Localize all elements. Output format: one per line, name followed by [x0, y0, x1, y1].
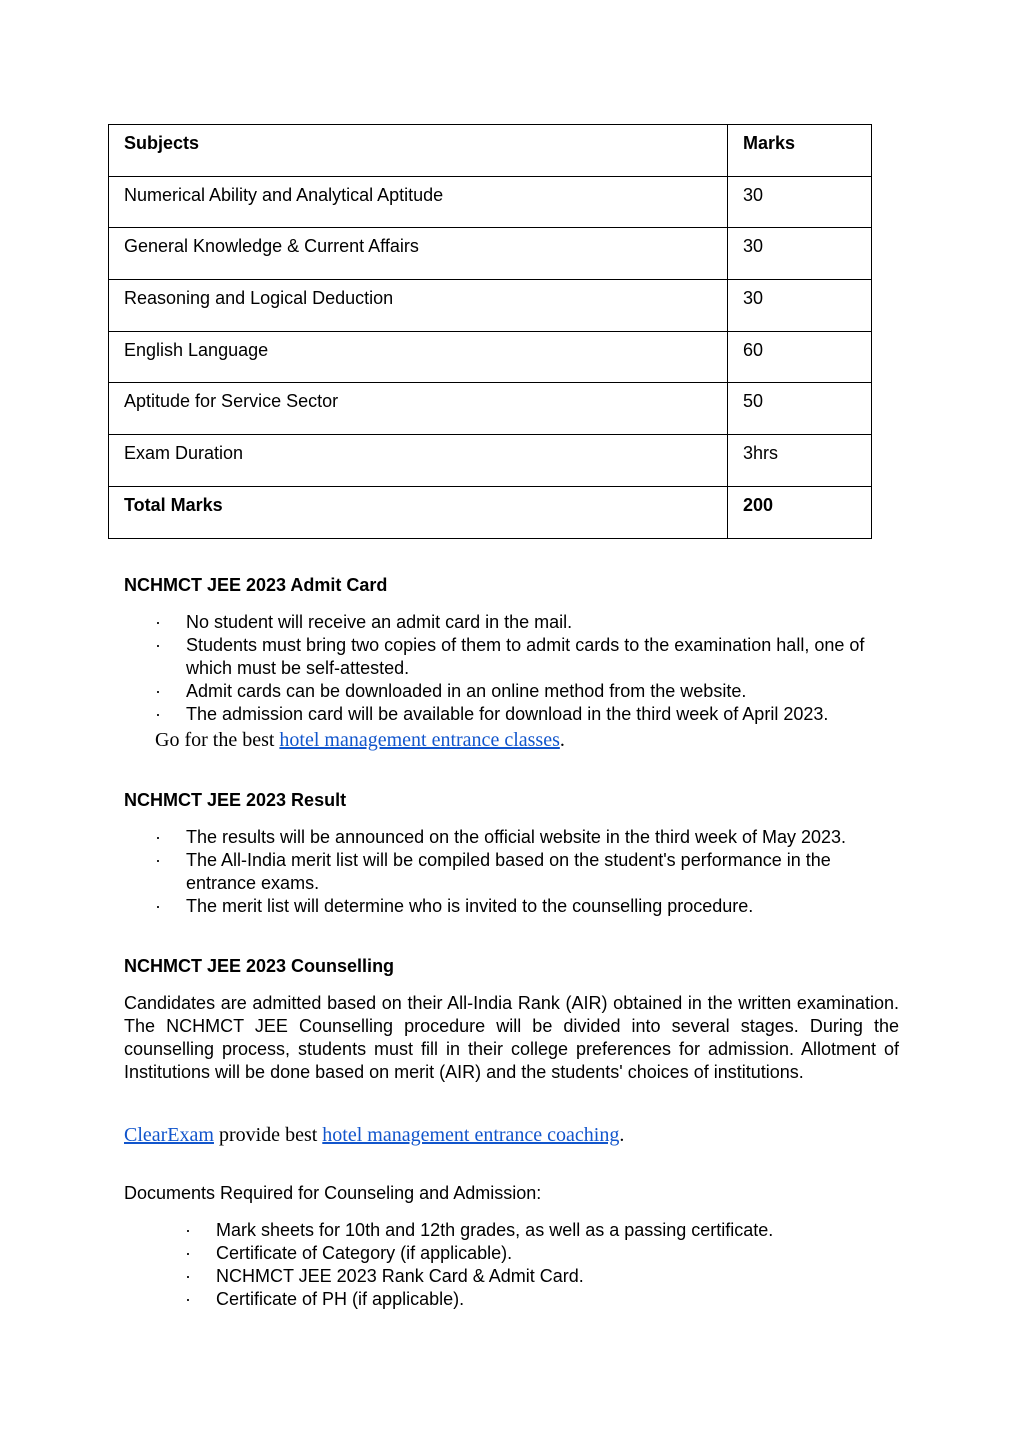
- bullet-icon: ·: [155, 704, 161, 724]
- list-item: · NCHMCT JEE 2023 Rank Card & Admit Card.: [185, 1266, 584, 1286]
- table-cell-marks: 50: [728, 383, 872, 435]
- table-cell-subject: General Knowledge & Current Affairs: [109, 228, 728, 280]
- table-row: [109, 383, 872, 435]
- list-item: · Students must bring two copies of them to admit cards to the examination hall, one of which must be self-attested.: [155, 635, 865, 678]
- bullet-icon: ·: [155, 612, 161, 632]
- table-header-subjects: Subjects: [109, 125, 728, 177]
- table-row: [109, 331, 872, 383]
- bullet-icon: ·: [185, 1243, 191, 1263]
- bullet-icon: ·: [185, 1220, 191, 1240]
- table-header-row: [109, 125, 872, 177]
- bullet-icon: ·: [155, 850, 161, 870]
- table-header-marks: Marks: [728, 125, 872, 177]
- bullet-icon: ·: [185, 1289, 191, 1309]
- table-cell-marks: 60: [728, 331, 872, 383]
- list-item: · The admission card will be available for download in the third week of April 2023.: [155, 704, 829, 724]
- table-cell-marks: 30: [728, 280, 872, 332]
- list-item: · Certificate of PH (if applicable).: [185, 1289, 465, 1309]
- table-total-marks: 200: [728, 486, 872, 538]
- admit-card-list: [155, 611, 900, 726]
- list-item: · The merit list will determine who is invited to the counselling procedure.: [155, 896, 754, 916]
- table-row: [109, 176, 872, 228]
- list-item: · Admit cards can be downloaded in an online method from the website.: [155, 681, 747, 701]
- table-cell-subject: English Language: [109, 331, 728, 383]
- table-row: [109, 435, 872, 487]
- documents-list: [185, 1219, 900, 1311]
- result-list: [155, 826, 900, 918]
- list-item: · The results will be announced on the official website in the third week of May 2023.: [155, 827, 847, 847]
- exam-pattern-table: [108, 124, 872, 539]
- bullet-icon: ·: [155, 681, 161, 701]
- table-cell-marks: 3hrs: [728, 435, 872, 487]
- table-cell-marks: 30: [728, 228, 872, 280]
- list-item: · Certificate of Category (if applicable).: [185, 1243, 513, 1263]
- table-cell-subject: Exam Duration: [109, 435, 728, 487]
- table-cell-subject: Reasoning and Logical Deduction: [109, 280, 728, 332]
- table-row: [109, 280, 872, 332]
- bullet-icon: ·: [155, 635, 161, 655]
- counselling-promo: ClearExam provide best hotel management entrance coaching.: [124, 1124, 625, 1146]
- clearexam-link[interactable]: ClearExam: [124, 1124, 214, 1146]
- bullet-icon: ·: [155, 827, 161, 847]
- list-item: · No student will receive an admit card in the mail.: [155, 612, 573, 632]
- table-cell-subject: Aptitude for Service Sector: [109, 383, 728, 435]
- counselling-heading: NCHMCT JEE 2023 Counselling: [124, 956, 395, 976]
- result-heading: NCHMCT JEE 2023 Result: [124, 790, 347, 810]
- table-total-row: [109, 486, 872, 538]
- counselling-paragraph: Candidates are admitted based on their All-India Rank (AIR) obtained in the written examination. The NCHMCT JEE Counselling procedure will be divided into several stages. During the counselling process, students must fill in their college preferences for admission. Allotment of Institutions will be done based on merit (AIR) and the students' choices of institutions.: [124, 993, 899, 1082]
- table-total-label: Total Marks: [109, 486, 728, 538]
- table-row: [109, 228, 872, 280]
- documents-heading: Documents Required for Counseling and Admission:: [124, 1183, 542, 1203]
- hotel-management-classes-link[interactable]: hotel management entrance classes: [279, 729, 560, 751]
- list-item: · The All-India merit list will be compiled based on the student's performance in the entrance exams.: [155, 850, 831, 893]
- table-cell-subject: Numerical Ability and Analytical Aptitude: [109, 176, 728, 228]
- bullet-icon: ·: [185, 1266, 191, 1286]
- table-cell-marks: 30: [728, 176, 872, 228]
- bullet-icon: ·: [155, 896, 161, 916]
- hotel-management-coaching-link[interactable]: hotel management entrance coaching: [322, 1124, 620, 1146]
- list-item: · Mark sheets for 10th and 12th grades, as well as a passing certificate.: [185, 1220, 774, 1240]
- admit-card-heading: NCHMCT JEE 2023 Admit Card: [124, 575, 388, 595]
- admit-card-promo: Go for the best hotel management entrance classes.: [155, 729, 565, 751]
